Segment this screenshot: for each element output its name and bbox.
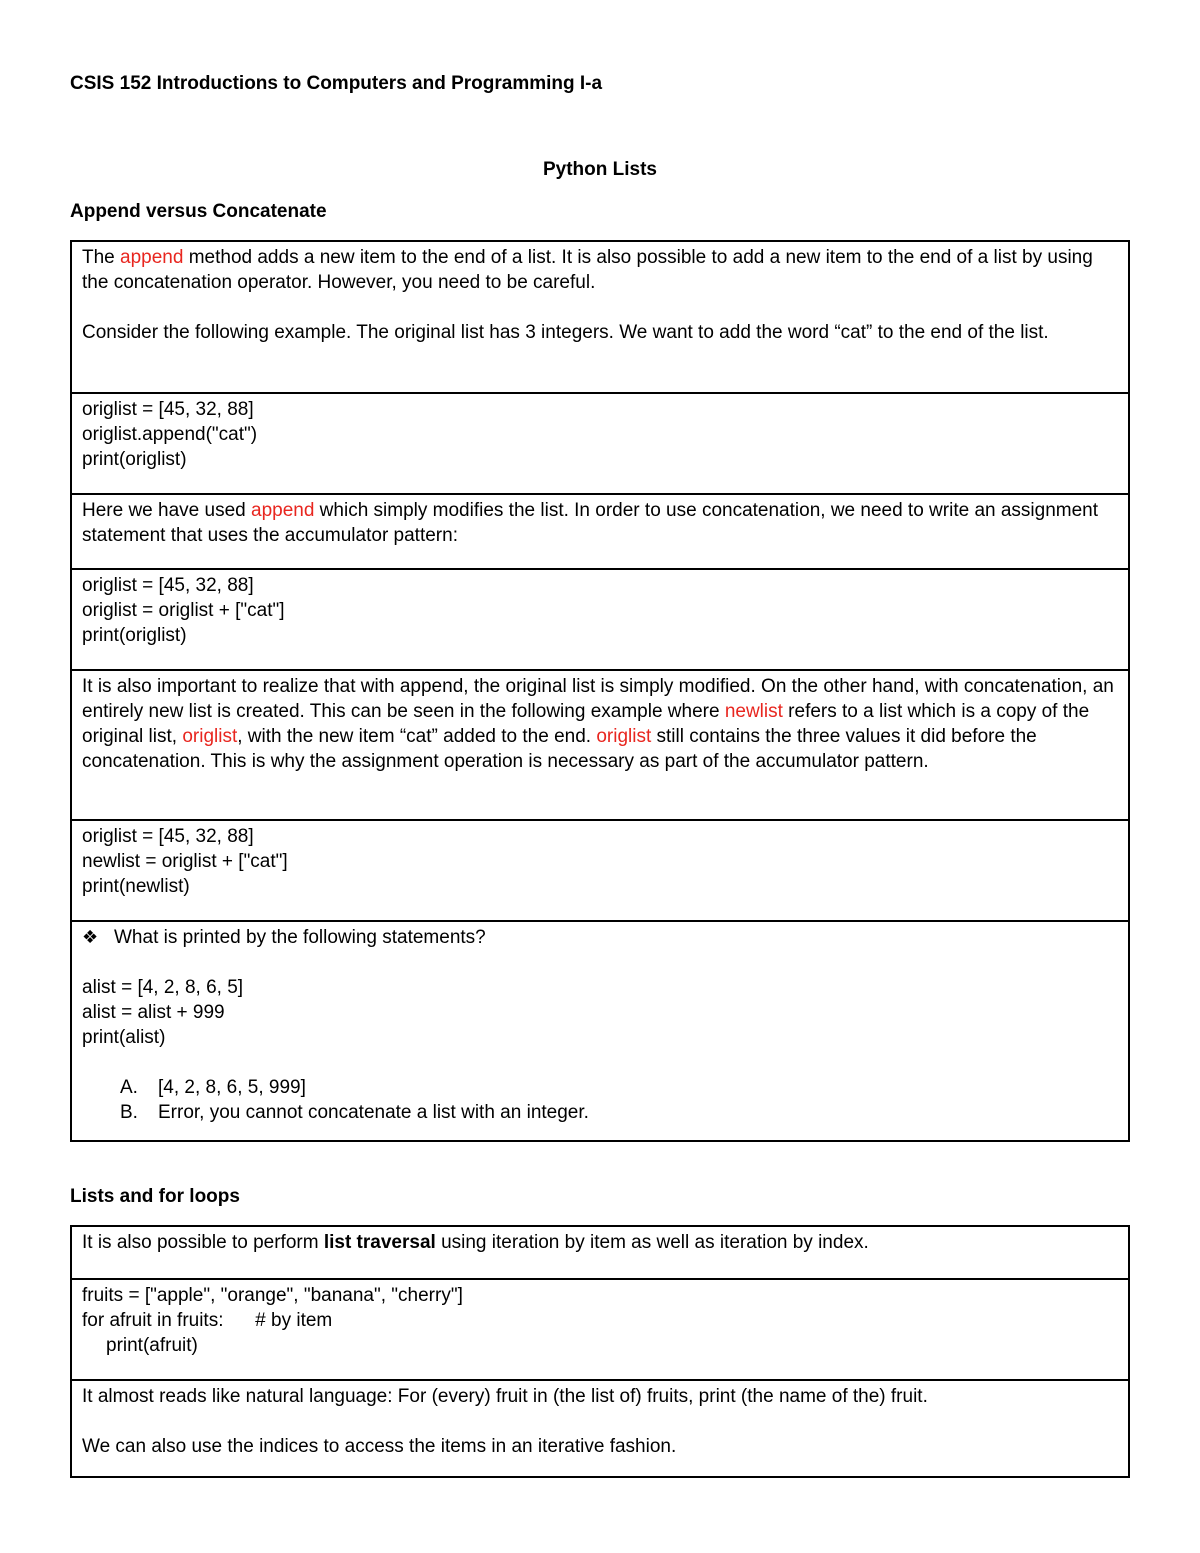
document-title: Python Lists — [542, 159, 657, 180]
origlist-keyword: origlist — [596, 726, 652, 747]
code-cell-newlist — [72, 819, 1128, 920]
traversal-intro-paragraph: It is also possible to perform list traversal using iteration by item as well as iteration by index. — [82, 1232, 869, 1253]
answer-option-a — [82, 1075, 1118, 1100]
course-title: CSIS 152 Introductions to Computers and Programming I-a — [70, 73, 603, 94]
lists-and-for-loops-box — [70, 1225, 1130, 1478]
option-letter: B. — [120, 1102, 138, 1123]
option-letter: A. — [120, 1077, 138, 1098]
explain-paragraph: It is also important to realize that with append, the original list is simply modified. On the other hand, with concatenation, an entirely new list is created. This can be seen in the following example where newlist refers to a list which is a copy of the original list, origlist, with the new item “cat” added to the end. origlist still contains the three values it did before the concatenation. This is why the assignment operation is necessary as part of the accumulator pattern. — [82, 676, 1114, 772]
question-cell — [72, 920, 1128, 1140]
intro-paragraph-1: The append method adds a new item to the end of a list. It is also possible to add a new item to the end of a list by using the concatenation operator. However, you need to be careful. — [82, 247, 1093, 293]
newlist-keyword: newlist — [724, 701, 783, 722]
append-keyword: append — [120, 247, 184, 268]
code-line: origlist = origlist + ["cat"] — [82, 600, 285, 621]
traversal-intro-cell — [72, 1227, 1128, 1278]
code-line: alist = alist + 999 — [82, 1002, 225, 1023]
question-prompt-row — [82, 925, 1118, 950]
explain-cell-append — [72, 493, 1128, 568]
code-line: print(origlist) — [82, 449, 187, 470]
list-traversal-term: list traversal — [323, 1232, 436, 1253]
outro-paragraph-2: We can also use the indices to access the items in an iterative fashion. — [82, 1436, 677, 1457]
explain-paragraph: Here we have used append which simply modifies the list. In order to use concatenation, we need to write an assignment statement that uses the accumulator pattern: — [82, 500, 1099, 546]
answer-option-b — [82, 1100, 1118, 1125]
option-text: [4, 2, 8, 6, 5, 999] — [158, 1077, 306, 1098]
code-cell-append — [72, 392, 1128, 493]
intro-paragraph-2: Consider the following example. The original list has 3 integers. We want to add the word “cat” to the end of the list. — [82, 322, 1049, 343]
intro-cell — [72, 242, 1128, 392]
code-line: origlist = [45, 32, 88] — [82, 575, 254, 596]
code-cell-concatenate — [72, 568, 1128, 669]
code-line: origlist.append("cat") — [82, 424, 258, 445]
traversal-outro-cell — [72, 1379, 1128, 1476]
diamond-bullet-icon: ❖ — [82, 927, 99, 947]
explain-cell-newlist — [72, 669, 1128, 819]
code-line: fruits = ["apple", "orange", "banana", "cherry"] — [82, 1285, 463, 1306]
append-vs-concatenate-box — [70, 240, 1130, 1142]
code-line: print(origlist) — [82, 625, 187, 646]
append-keyword: append — [251, 500, 315, 521]
question-prompt: What is printed by the following statements? — [114, 927, 486, 948]
code-cell-for-loop — [72, 1278, 1128, 1379]
code-line: for afruit in fruits: # by item — [82, 1310, 333, 1331]
code-line: origlist = [45, 32, 88] — [82, 826, 254, 847]
code-line: alist = [4, 2, 8, 6, 5] — [82, 977, 244, 998]
code-line: print(alist) — [82, 1027, 166, 1048]
outro-paragraph-1: It almost reads like natural language: For (every) fruit in (the list of) fruits, print (the name of the) fruit. — [82, 1386, 928, 1407]
section-heading-append-vs-concatenate: Append versus Concatenate — [70, 201, 327, 222]
code-line: print(newlist) — [82, 876, 190, 897]
section-heading-lists-and-for-loops: Lists and for loops — [70, 1186, 240, 1207]
origlist-keyword: origlist — [182, 726, 238, 747]
code-line: print(afruit) — [106, 1335, 198, 1356]
option-text: Error, you cannot concatenate a list with an integer. — [158, 1102, 589, 1123]
code-line: newlist = origlist + ["cat"] — [82, 851, 288, 872]
code-line: origlist = [45, 32, 88] — [82, 399, 254, 420]
